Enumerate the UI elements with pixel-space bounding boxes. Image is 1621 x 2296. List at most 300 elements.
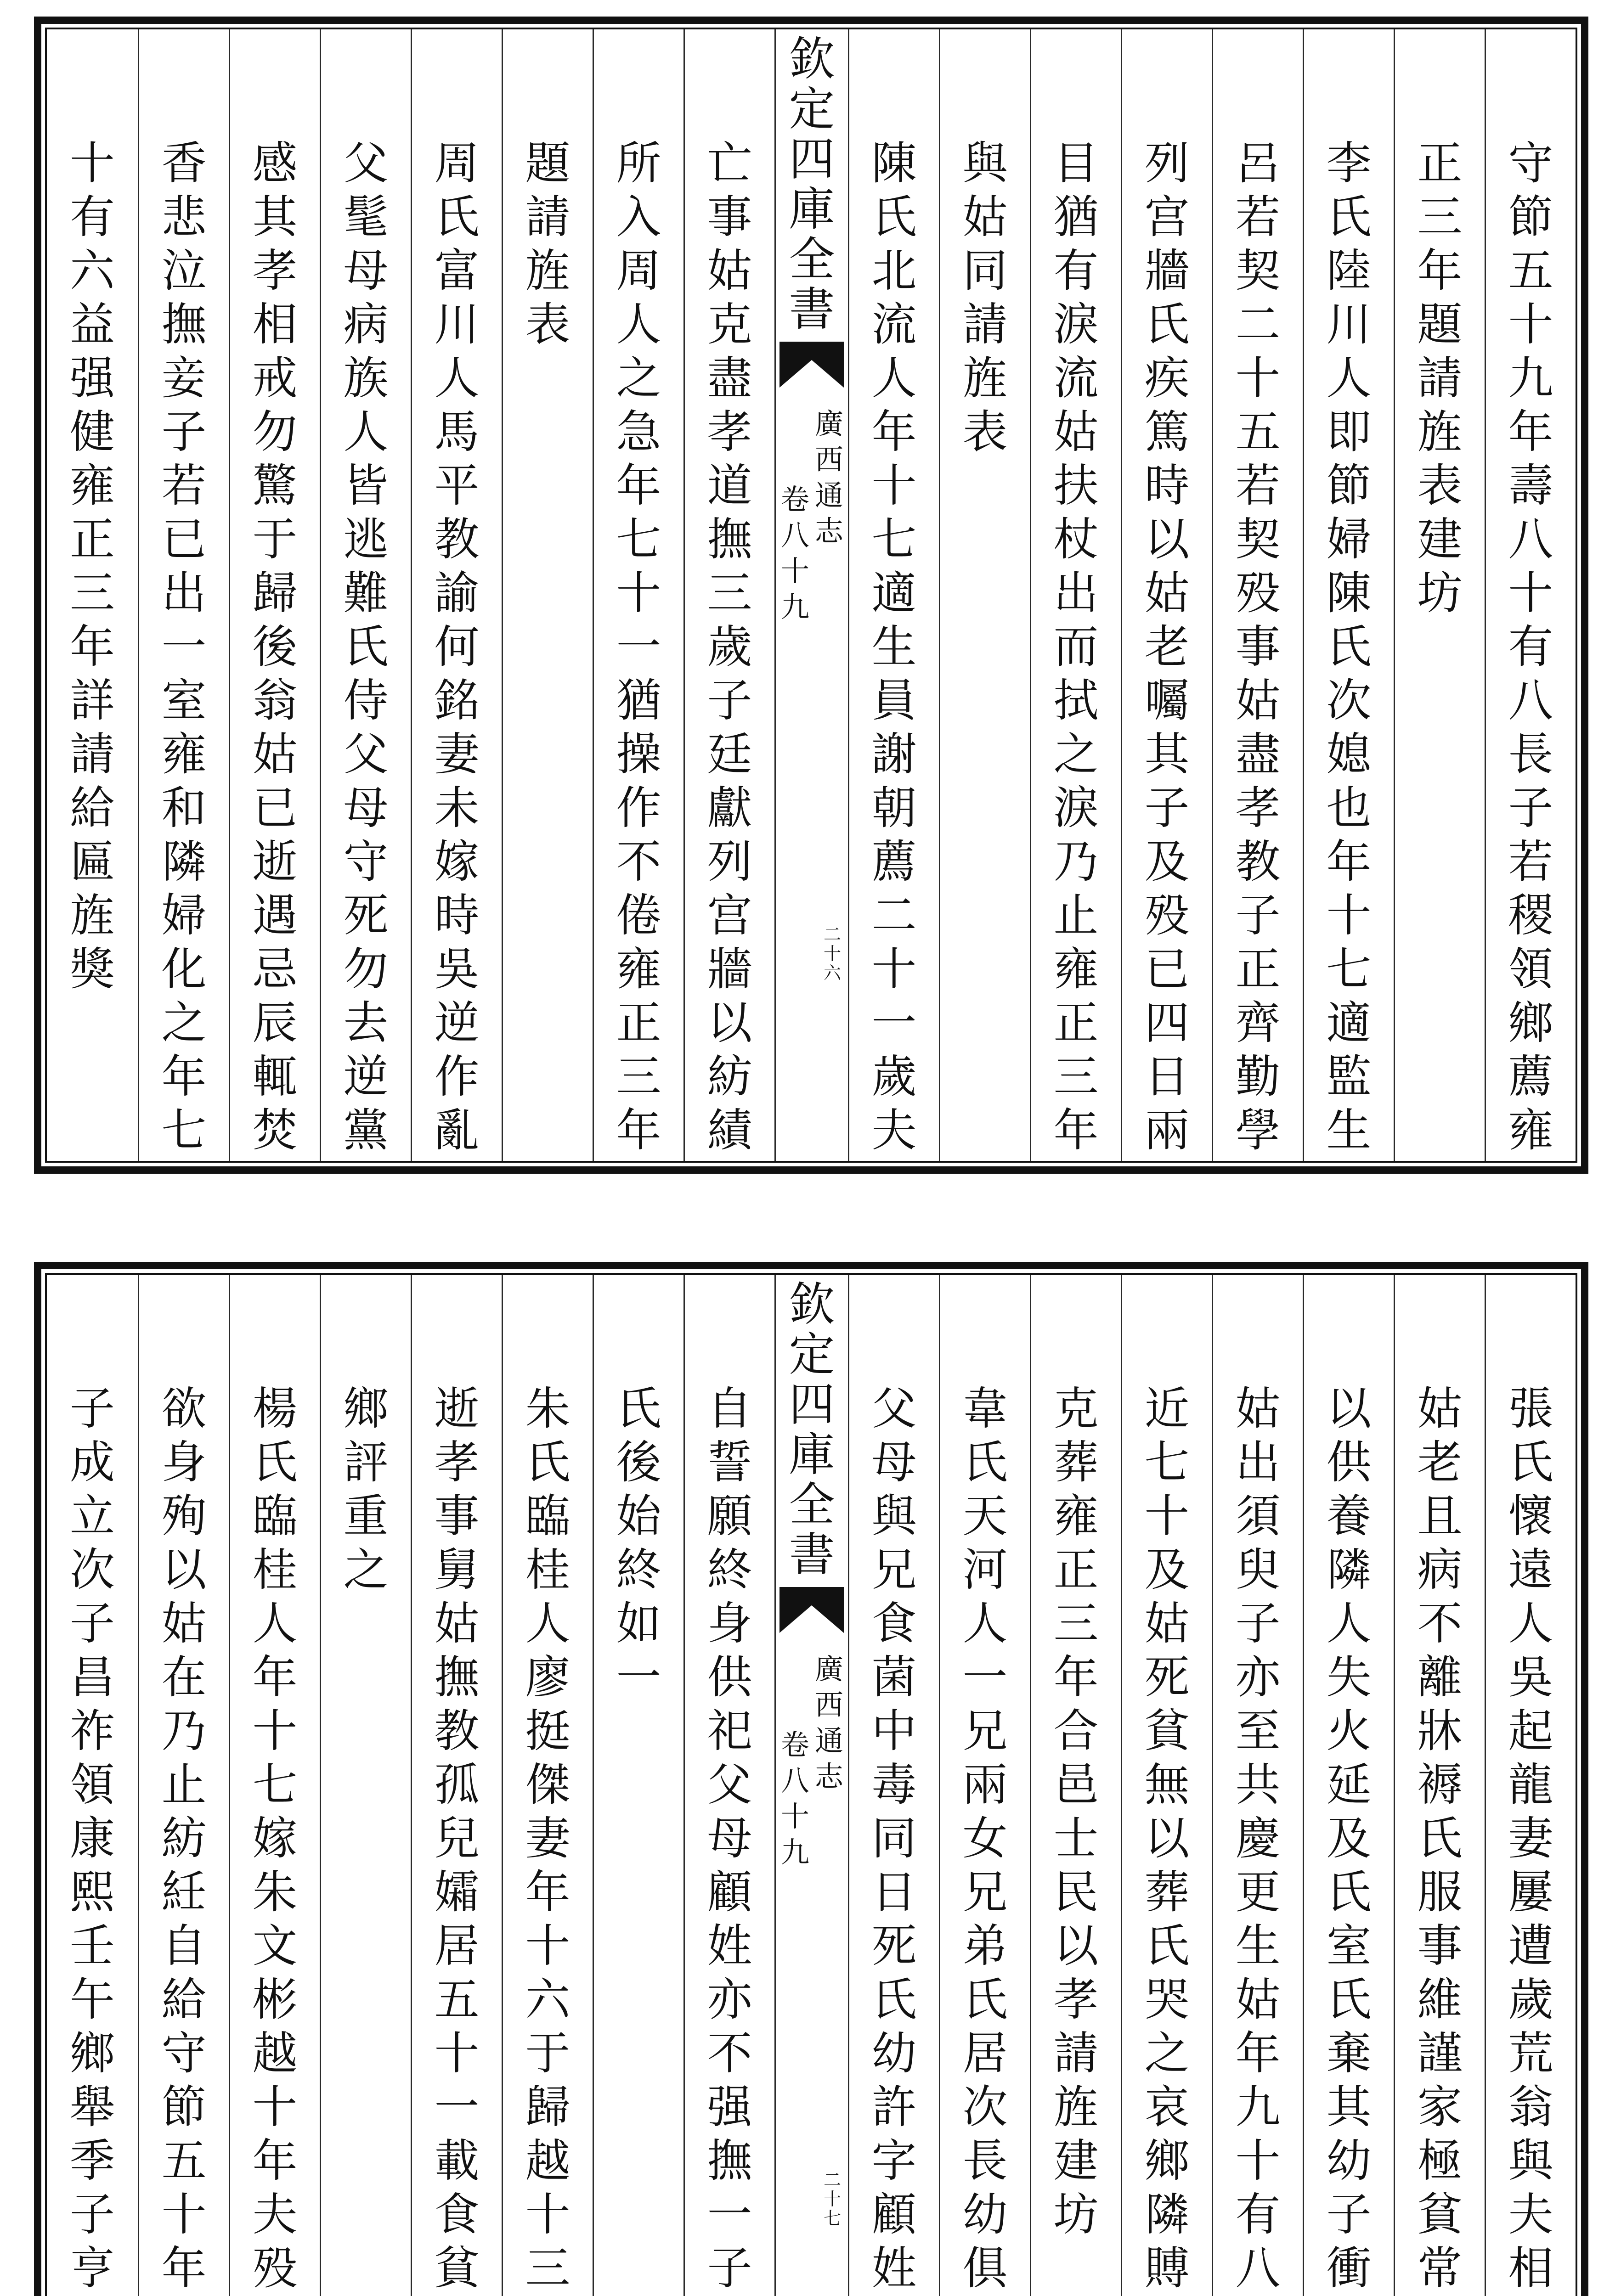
text-column: [593, 29, 683, 1161]
glyph: 其: [252, 191, 298, 243]
glyph: 薦: [871, 836, 917, 888]
glyph: 四: [1144, 997, 1190, 1049]
glyph: 列: [1144, 137, 1190, 190]
glyph: 臨: [252, 1490, 298, 1542]
glyph: 氏: [871, 1974, 917, 2026]
glyph: 忌: [252, 943, 298, 996]
glyph: 壽: [1508, 460, 1553, 512]
glyph: 荒: [1508, 2027, 1553, 2080]
glyph: 孤: [434, 1759, 480, 1811]
glyph: 周: [616, 245, 661, 297]
glyph: 桂: [252, 1544, 298, 1596]
glyph: 員: [871, 675, 917, 727]
glyph: 稷: [1508, 889, 1553, 942]
glyph: 家: [1417, 2081, 1463, 2133]
glyph: 自: [161, 1920, 207, 1972]
banxin-volume: [779, 482, 812, 625]
glyph: 不: [616, 836, 661, 888]
glyph: 之: [343, 1544, 389, 1596]
glyph: 身: [161, 1436, 207, 1489]
glyph: 紡: [707, 1051, 752, 1103]
banxin-volume: [779, 1727, 812, 1870]
glyph: 以: [707, 997, 752, 1049]
glyph: 健: [69, 406, 115, 458]
glyph: 父: [343, 728, 389, 781]
glyph: 時: [1144, 460, 1190, 512]
glyph: 事: [434, 1490, 480, 1542]
half-leaf-upper: [34, 17, 1588, 1174]
glyph: 若: [161, 460, 207, 512]
fishtail-shape: [779, 342, 844, 388]
glyph: 氏: [616, 1383, 661, 1435]
glyph: 勿: [252, 406, 298, 458]
glyph: 操: [616, 728, 661, 781]
text-column: [1212, 29, 1303, 1161]
glyph: 六: [525, 1974, 570, 2026]
glyph: 七: [616, 513, 661, 566]
glyph: 紡: [161, 1812, 207, 1865]
glyph: 雍: [1508, 1104, 1553, 1157]
column-text: [1486, 1382, 1576, 2296]
glyph: 夫: [1508, 2189, 1553, 2241]
glyph: 于: [252, 513, 298, 566]
glyph: 所: [616, 137, 661, 190]
glyph: 宫: [1144, 191, 1190, 243]
glyph: 不: [1417, 1598, 1463, 1650]
glyph: 逃: [343, 513, 389, 566]
glyph: 越: [525, 2135, 570, 2187]
glyph: 氏: [1326, 621, 1372, 673]
glyph: 年: [1053, 1104, 1099, 1157]
glyph: 皆: [343, 460, 389, 512]
glyph: 常: [1417, 2242, 1463, 2295]
glyph: 舉: [69, 2081, 115, 2133]
glyph: 匾: [69, 836, 115, 888]
glyph: 食: [871, 1598, 917, 1650]
glyph: 幼: [871, 2027, 917, 2080]
text-column: [683, 1275, 774, 2296]
glyph: 天: [962, 1490, 1008, 1542]
glyph: 子: [69, 1383, 115, 1435]
glyph: 慶: [1235, 1812, 1281, 1865]
glyph: 且: [1417, 1490, 1463, 1542]
column-text: [321, 137, 411, 1158]
glyph: 張: [1508, 1383, 1553, 1435]
glyph: 子: [1235, 1598, 1281, 1650]
glyph: 老: [1144, 621, 1190, 673]
glyph: 十: [1508, 567, 1553, 619]
glyph: 呂: [1235, 137, 1281, 190]
glyph: 香: [161, 137, 207, 190]
glyph: 八: [780, 518, 809, 552]
glyph: 何: [434, 621, 480, 673]
glyph: 守: [343, 836, 389, 888]
glyph: 河: [962, 1544, 1008, 1596]
glyph: 請: [69, 728, 115, 781]
glyph: 拭: [1053, 675, 1099, 727]
glyph: 欲: [161, 1383, 207, 1435]
glyph: 教: [1235, 836, 1281, 888]
text-column: [229, 1275, 320, 2296]
glyph: 邑: [1053, 1759, 1099, 1811]
glyph: 感: [252, 137, 298, 190]
glyph: 壬: [69, 1920, 115, 1972]
glyph: 評: [343, 1436, 389, 1489]
text-column: [47, 1275, 138, 2296]
glyph: 節: [1326, 460, 1372, 512]
glyph: 毒: [871, 1759, 917, 1811]
glyph: 七: [823, 2208, 841, 2228]
column-text: [594, 1382, 683, 1705]
glyph: 契: [1235, 513, 1281, 566]
glyph: 離: [1417, 1651, 1463, 1704]
glyph: 亨: [69, 2242, 115, 2295]
glyph: 氏: [962, 1974, 1008, 2026]
glyph: 載: [434, 2135, 480, 2187]
glyph: 朱: [525, 1383, 570, 1435]
glyph: 年: [1417, 245, 1463, 297]
glyph: 出: [1053, 567, 1099, 619]
glyph: 歸: [525, 2081, 570, 2133]
glyph: 賻: [1144, 2242, 1190, 2295]
text-frame: [45, 1273, 1577, 2296]
fishtail-mark-icon: [779, 1587, 844, 1633]
glyph: 長: [1508, 728, 1553, 781]
text-column: [1394, 1275, 1485, 2296]
glyph: 和: [161, 782, 207, 834]
glyph: 亂: [434, 1104, 480, 1157]
glyph: 以: [1144, 1812, 1190, 1865]
column-text: [849, 137, 939, 1158]
glyph: 守: [1508, 137, 1553, 190]
glyph: 不: [707, 2027, 752, 2080]
glyph: 題: [525, 137, 570, 190]
glyph: 歲: [871, 1051, 917, 1103]
glyph: 已: [252, 782, 298, 834]
glyph: 逝: [434, 1383, 480, 1435]
column-text: [47, 137, 138, 996]
glyph: 長: [962, 2135, 1008, 2187]
glyph: 菌: [871, 1651, 917, 1704]
glyph: 妻: [1508, 1812, 1553, 1865]
glyph: 弟: [962, 1920, 1008, 1972]
glyph: 歸: [252, 567, 298, 619]
glyph: 屢: [1508, 1866, 1553, 1919]
glyph: 韋: [962, 1383, 1008, 1435]
glyph: 姓: [871, 2242, 917, 2295]
glyph: 與: [962, 137, 1008, 190]
glyph: 適: [1326, 997, 1372, 1049]
column-text: [412, 1382, 502, 2296]
glyph: 人: [962, 1598, 1008, 1650]
glyph: 十: [252, 2081, 298, 2133]
glyph: 坊: [1053, 2189, 1099, 2241]
glyph: 庫: [789, 182, 835, 236]
glyph: 極: [1417, 2135, 1463, 2187]
glyph: 二: [871, 889, 917, 942]
glyph: 克: [707, 298, 752, 351]
glyph: 氏: [252, 1436, 298, 1489]
glyph: 姓: [707, 1920, 752, 1972]
glyph: 以: [1326, 1383, 1372, 1435]
text-column: [229, 29, 320, 1161]
glyph: 表: [525, 298, 570, 351]
glyph: 篤: [1144, 406, 1190, 458]
glyph: 十: [1235, 352, 1281, 405]
glyph: 請: [525, 191, 570, 243]
glyph: 姑: [1235, 675, 1281, 727]
text-column: [1121, 1275, 1212, 2296]
glyph: 盡: [707, 352, 752, 405]
column-text: [503, 1382, 593, 2296]
glyph: 乃: [161, 1705, 207, 1757]
glyph: 葬: [1144, 1866, 1190, 1919]
glyph: 翁: [252, 675, 298, 727]
glyph: 雍: [1053, 943, 1099, 996]
glyph: 隣: [1144, 2189, 1190, 2241]
glyph: 年: [161, 1051, 207, 1103]
glyph: 十: [871, 943, 917, 996]
glyph: 遭: [1508, 1920, 1553, 1972]
glyph: 立: [69, 1490, 115, 1542]
glyph: 歲: [707, 621, 752, 673]
glyph: 氏: [1326, 1866, 1372, 1919]
glyph: 倦: [616, 889, 661, 942]
glyph: 相: [252, 298, 298, 351]
column-text: [503, 137, 593, 352]
text-column: [1212, 1275, 1303, 2296]
glyph: 請: [962, 298, 1008, 351]
glyph: 正: [1417, 137, 1463, 190]
glyph: 淚: [1053, 298, 1099, 351]
glyph: 父: [343, 137, 389, 190]
glyph: 守: [161, 2027, 207, 2080]
glyph: 北: [871, 245, 917, 297]
glyph: 其: [1326, 2081, 1372, 2133]
column-text: [594, 137, 683, 1158]
glyph: 侍: [343, 675, 389, 727]
glyph: 鄉: [1144, 2135, 1190, 2187]
glyph: 子: [707, 2242, 752, 2295]
glyph: 兒: [434, 1812, 480, 1865]
glyph: 宫: [707, 889, 752, 942]
text-column: [939, 1275, 1030, 2296]
glyph: 服: [1417, 1866, 1463, 1919]
glyph: 未: [434, 782, 480, 834]
column-text: [139, 1382, 229, 2296]
glyph: 人: [1326, 1598, 1372, 1650]
fishtail-mark-icon: [779, 342, 844, 388]
glyph: 正: [616, 997, 661, 1049]
column-text: [940, 1382, 1030, 2296]
glyph: 表: [1417, 460, 1463, 512]
glyph: 若: [1508, 836, 1553, 888]
glyph: 通: [814, 1724, 843, 1757]
glyph: 二: [823, 924, 841, 945]
glyph: 亦: [1235, 1651, 1281, 1704]
glyph: 自: [707, 1383, 752, 1435]
glyph: 合: [1053, 1705, 1099, 1757]
glyph: 氏: [1326, 1974, 1372, 2026]
glyph: 年: [252, 1651, 298, 1704]
glyph: 七: [252, 1759, 298, 1811]
text-column: [848, 29, 939, 1161]
glyph: 人: [871, 352, 917, 405]
glyph: 勿: [343, 943, 389, 996]
glyph: 五: [1508, 245, 1553, 297]
glyph: 隣: [161, 836, 207, 888]
text-column: [502, 29, 593, 1161]
glyph: 年: [616, 460, 661, 512]
glyph: 十: [1326, 889, 1372, 942]
glyph: 之: [616, 352, 661, 405]
glyph: 陸: [1326, 245, 1372, 297]
glyph: 姑: [1417, 1383, 1463, 1435]
glyph: 歲: [1508, 1974, 1553, 2026]
glyph: 九: [1508, 352, 1553, 405]
glyph: 母: [707, 1812, 752, 1865]
glyph: 人: [434, 352, 480, 405]
glyph: 疾: [1144, 352, 1190, 405]
glyph: 一: [962, 1651, 1008, 1704]
glyph: 姑: [252, 728, 298, 781]
glyph: 全: [789, 1478, 835, 1531]
glyph: 氏: [525, 1436, 570, 1489]
glyph: 節: [161, 2081, 207, 2133]
glyph: 死: [343, 889, 389, 942]
banxin-page-number: [821, 2170, 844, 2228]
glyph: 事: [1417, 1920, 1463, 1972]
glyph: 朝: [871, 782, 917, 834]
glyph: 兩: [962, 1759, 1008, 1811]
glyph: 八: [1508, 675, 1553, 727]
text-column: [1030, 29, 1121, 1161]
glyph: 三: [1053, 1051, 1099, 1103]
glyph: 强: [69, 352, 115, 405]
glyph: 人: [525, 1598, 570, 1650]
glyph: 同: [962, 245, 1008, 297]
glyph: 族: [343, 352, 389, 405]
text-column: [320, 29, 411, 1161]
glyph: 五: [1235, 406, 1281, 458]
glyph: 三: [1417, 191, 1463, 243]
glyph: 十: [871, 460, 917, 512]
glyph: 十: [616, 567, 661, 619]
column-text: [1395, 137, 1485, 620]
glyph: 在: [161, 1651, 207, 1704]
glyph: 出: [1235, 1436, 1281, 1489]
glyph: 戒: [252, 352, 298, 405]
column-text: [230, 1382, 320, 2296]
column-text: [1304, 1382, 1394, 2296]
glyph: 嫁: [252, 1812, 298, 1865]
glyph: 之: [1144, 2027, 1190, 2080]
glyph: 平: [434, 460, 480, 512]
glyph: 氏: [1417, 1812, 1463, 1865]
glyph: 三: [707, 567, 752, 619]
glyph: 亡: [707, 137, 752, 190]
glyph: 川: [434, 298, 480, 351]
glyph: 逝: [252, 836, 298, 888]
glyph: 止: [161, 1759, 207, 1811]
glyph: 病: [1417, 1544, 1463, 1596]
glyph: 一: [434, 2081, 480, 2133]
glyph: 于: [525, 2027, 570, 2080]
glyph: 淚: [1053, 782, 1099, 834]
banxin-center-column: [774, 29, 848, 1161]
glyph: 年: [161, 2242, 207, 2295]
glyph: 正: [1235, 943, 1281, 996]
glyph: 殁: [1144, 889, 1190, 942]
glyph: 旌: [525, 245, 570, 297]
glyph: 事: [1235, 621, 1281, 673]
glyph: 九: [1235, 2081, 1281, 2133]
glyph: 與: [871, 1490, 917, 1542]
text-column: [1394, 29, 1485, 1161]
glyph: 年: [1053, 1651, 1099, 1704]
glyph: 年: [871, 406, 917, 458]
text-column: [411, 1275, 502, 2296]
glyph: 殁: [1235, 567, 1281, 619]
glyph: 姑: [707, 245, 752, 297]
glyph: 子: [707, 675, 752, 727]
glyph: 志: [814, 1760, 843, 1793]
glyph: 越: [252, 2027, 298, 2080]
glyph: 懷: [1508, 1490, 1553, 1542]
glyph: 褥: [1417, 1759, 1463, 1811]
glyph: 子: [1235, 889, 1281, 942]
glyph: 焚: [252, 1104, 298, 1157]
column-text: [1122, 1382, 1212, 2296]
banxin-book-title: [813, 406, 846, 549]
glyph: 人: [1326, 352, 1372, 405]
glyph: 七: [1144, 1436, 1190, 1489]
glyph: 作: [616, 782, 661, 834]
glyph: 十: [1508, 298, 1553, 351]
glyph: 也: [1326, 782, 1372, 834]
glyph: 牆: [707, 943, 752, 996]
glyph: 一: [616, 1651, 661, 1704]
glyph: 殁: [252, 2242, 298, 2295]
glyph: 姑: [1053, 406, 1099, 458]
glyph: 五: [161, 2135, 207, 2187]
text-column: [138, 29, 229, 1161]
glyph: 姑: [1235, 1974, 1281, 2026]
glyph: 李: [1326, 137, 1372, 190]
glyph: 十: [525, 2189, 570, 2241]
glyph: 終: [707, 1544, 752, 1596]
glyph: 願: [707, 1490, 752, 1542]
text-column: [320, 1275, 411, 2296]
glyph: 祀: [707, 1705, 752, 1757]
glyph: 火: [1326, 1705, 1372, 1757]
glyph: 亦: [707, 1974, 752, 2026]
glyph: 十: [780, 1800, 809, 1833]
glyph: 十: [780, 554, 809, 588]
glyph: 四: [789, 132, 835, 186]
glyph: 止: [1053, 889, 1099, 942]
glyph: 後: [616, 1436, 661, 1489]
glyph: 孝: [1053, 1974, 1099, 2026]
glyph: 全: [789, 232, 835, 286]
glyph: 熙: [69, 1866, 115, 1919]
glyph: 媳: [1326, 728, 1372, 781]
glyph: 撫: [434, 1651, 480, 1704]
glyph: 孝: [1235, 782, 1281, 834]
banxin-collection-title: [776, 1279, 848, 1580]
glyph: 殉: [161, 1490, 207, 1542]
glyph: 十: [1235, 2135, 1281, 2187]
